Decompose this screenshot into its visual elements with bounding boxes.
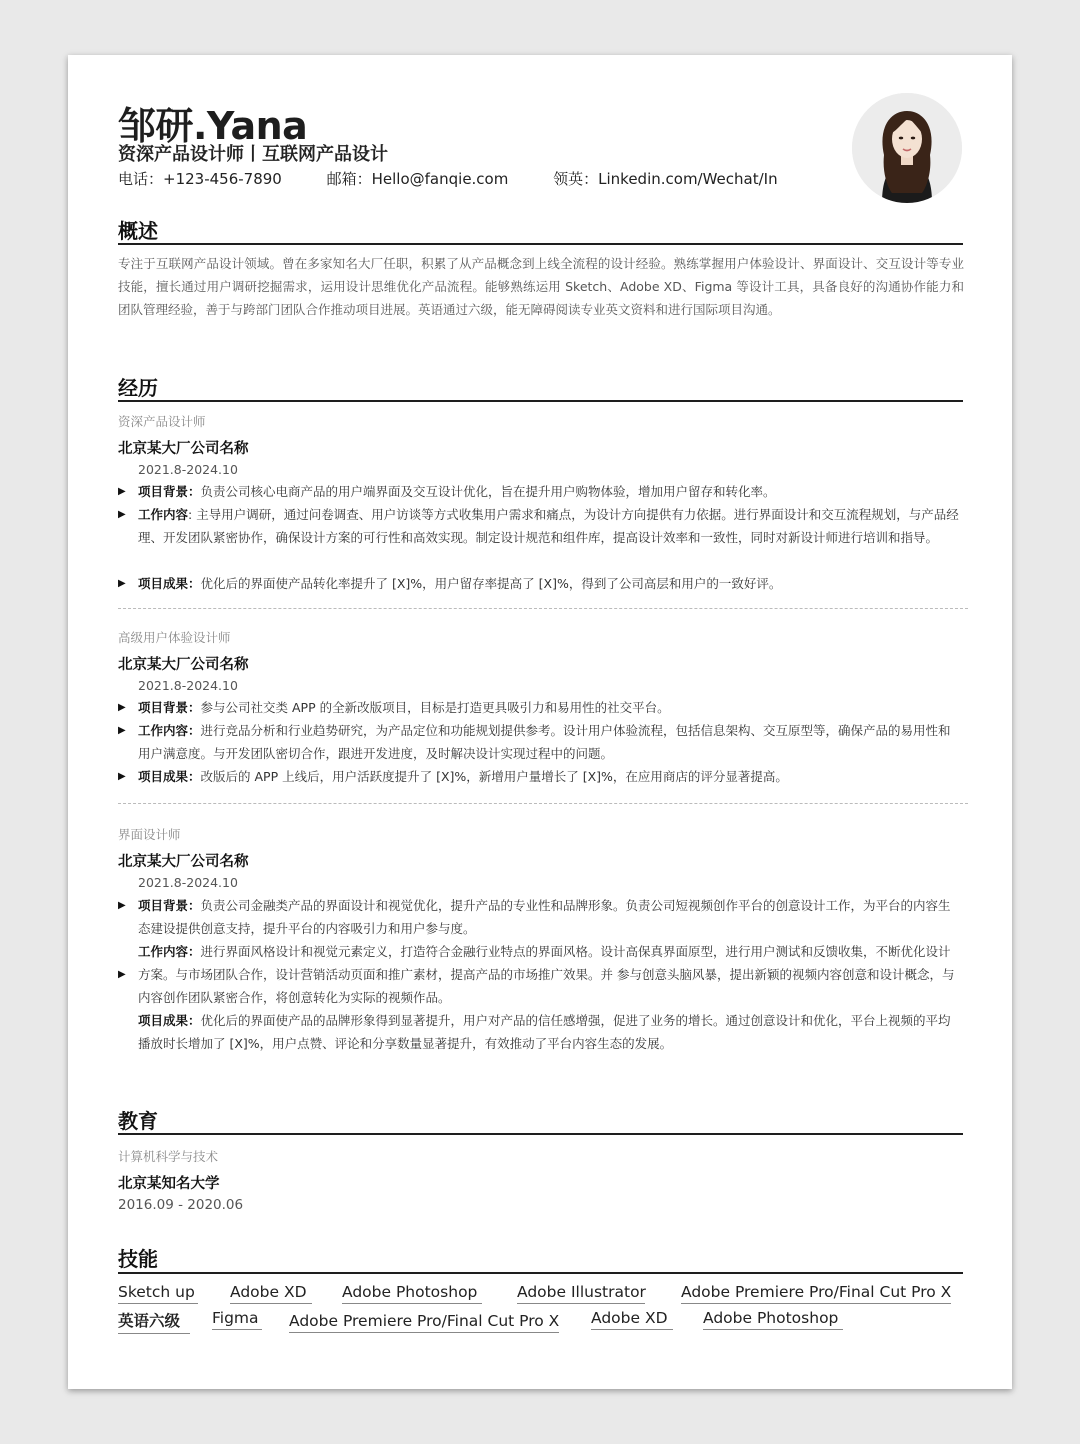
job-bullet — [118, 765, 963, 788]
skill-tag: Adobe Photoshop — [342, 1283, 482, 1304]
email-text: 邮箱：Hello@fanqie.com — [326, 170, 509, 188]
job-bullet — [118, 696, 963, 719]
skill-tag: Adobe Illustrator — [517, 1283, 645, 1304]
triangle-right-icon: ▶ — [118, 771, 126, 782]
education-school: 北京某知名大学 — [118, 1176, 220, 1192]
bullet-label: 项目背景： — [138, 484, 201, 499]
bullet-text: 负责公司金融类产品的界面设计和视觉优化，提升产品的专业性和品牌形象。负责公司短视频创作平台的创意设计工作，为平台的内容生态建设提供创意支持，提升平台的内容吸引力和用户参与度。 — [138, 898, 951, 936]
bullet-label: 项目成果： — [138, 1013, 201, 1028]
section-rule — [118, 1133, 963, 1135]
job-role: 高级用户体验设计师 — [118, 630, 231, 645]
skill-tag: Adobe Premiere Pro/Final Cut Pro X — [681, 1283, 951, 1304]
skill-tag: Adobe Photoshop — [703, 1309, 843, 1330]
bullet-text: 优化后的界面使产品转化率提升了 [X]%，用户留存率提高了 [X]%，得到了公司高层和用户的一致好评。 — [200, 576, 782, 591]
job-period: 2021.8-2024.10 — [138, 875, 238, 890]
skill-tag: Sketch up — [118, 1283, 198, 1304]
job-role: 资深产品设计师 — [118, 414, 206, 429]
bullet-text: 负责公司核心电商产品的用户端界面及交互设计优化，旨在提升用户购物体验，增加用户留存和转化率。 — [200, 484, 776, 499]
bullet-text: 优化后的界面使产品的品牌形象得到显著提升，用户对产品的信任感增强，促进了业务的增长。通过创意设计和优化，平台上视频的平均播放时长增加了 [X]%，用户点赞、评论和分享数量显著提升，有效推动了平台内容生态的发展。 — [138, 1013, 951, 1051]
skill-tag: Adobe Premiere Pro/Final Cut Pro X — [289, 1312, 559, 1333]
job-period: 2021.8-2024.10 — [138, 462, 238, 477]
avatar — [852, 93, 962, 203]
linkedin-text: 领英：Linkedin.com/Wechat/In — [553, 170, 778, 188]
bullet-label: 项目背景： — [138, 898, 201, 913]
job-bullet — [118, 894, 963, 940]
job-bullet — [118, 940, 963, 1009]
divider — [118, 803, 968, 804]
triangle-right-icon: ▶ — [118, 725, 126, 736]
portrait-icon — [852, 93, 962, 203]
section-rule — [118, 400, 963, 402]
section-rule — [118, 243, 963, 245]
summary-text: 专注于互联网产品设计领域。曾在多家知名大厂任职，积累了从产品概念到上线全流程的设计经验。熟练掌握用户体验设计、界面设计、交互设计等专业技能，擅长通过用户调研挖掘需求，运用设计思维优化产品流程。能够熟练运用 Sketch、Adobe XD、Figma 等设计工具，具备良好的沟通协作能力和团队管理经验，善于与跨部门团队合作推动项目进展。英语通过六级，能无障碍阅读专业英文资料和进行国际项目沟通。 — [118, 256, 964, 317]
job-bullet — [118, 503, 963, 549]
triangle-right-icon: ▶ — [118, 578, 126, 589]
job-bullet — [118, 480, 963, 503]
education-major: 计算机科学与技术 — [118, 1149, 219, 1164]
triangle-right-icon: ▶ — [118, 486, 126, 497]
skill-tag: 英语六级 — [118, 1309, 190, 1334]
contact-line — [118, 168, 818, 189]
bullet-label: 项目成果： — [138, 576, 201, 591]
triangle-right-icon: ▶ — [118, 509, 126, 520]
skill-tag: Adobe XD — [591, 1309, 673, 1330]
job-period: 2021.8-2024.10 — [138, 678, 238, 693]
bullet-label: 工作内容： — [138, 944, 201, 959]
bullet-label: 项目成果： — [138, 769, 201, 784]
bullet-text: 改版后的 APP 上线后，用户活跃度提升了 [X]%，新增用户量增长了 [X]%，在应用商店的评分显著提高。 — [200, 769, 788, 784]
triangle-right-icon: ▶ — [118, 702, 126, 713]
section-title-summary: 概述 — [118, 219, 158, 243]
candidate-title: 资深产品设计师丨互联网产品设计 — [118, 144, 388, 165]
job-company: 北京某大厂公司名称 — [118, 657, 249, 673]
education-period: 2016.09 - 2020.06 — [118, 1197, 244, 1213]
job-bullet — [118, 572, 963, 595]
triangle-right-icon: ▶ — [118, 900, 126, 911]
bullet-label: 工作内容： — [138, 723, 201, 738]
bullet-label: 项目背景： — [138, 700, 201, 715]
job-bullet — [118, 1009, 963, 1055]
resume-page — [68, 55, 1012, 1389]
skill-tag: Figma — [212, 1309, 262, 1330]
bullet-text: : 主导用户调研，通过问卷调查、用户访谈等方式收集用户需求和痛点，为设计方向提供有力依据。进行界面设计和交互流程规划，与产品经理、开发团队紧密协作，确保设计方案的可行性和高效实现。制定设计规范和组件库，提高设计效率和一致性，同时对新设计师进行培训和指导。 — [138, 507, 959, 545]
bullet-text: 参与公司社交类 APP 的全新改版项目，目标是打造更具吸引力和易用性的社交平台。 — [200, 700, 670, 715]
bullet-text: 进行界面风格设计和视觉元素定义，打造符合金融行业特点的界面风格。设计高保真界面原型，进行用户测试和反馈收集，不断优化设计方案。与市场团队合作，设计营销活动页面和推广素材，提高产品的市场推广效果。并 参与创意头脑风暴，提出新颖的视频内容创意和设计概念，与内容创作团队紧密合作，将创意转化为实际的视频作品。 — [138, 944, 955, 1005]
section-title-experience: 经历 — [118, 376, 158, 400]
job-company: 北京某大厂公司名称 — [118, 441, 249, 457]
divider — [118, 608, 968, 609]
job-role: 界面设计师 — [118, 827, 181, 842]
bullet-text: 进行竞品分析和行业趋势研究，为产品定位和功能规划提供参考。设计用户体验流程，包括信息架构、交互原型等，确保产品的易用性和用户满意度。与开发团队密切合作，跟进开发进度，及时解决设计实现过程中的问题。 — [138, 723, 951, 761]
job-bullet — [118, 719, 963, 765]
section-rule — [118, 1272, 963, 1274]
bullet-label: 工作内容 — [138, 507, 189, 522]
triangle-right-icon: ▶ — [118, 969, 126, 980]
phone-text: 电话：+123-456-7890 — [118, 170, 282, 188]
candidate-name: 邹研.Yana — [118, 104, 308, 148]
section-title-skills: 技能 — [118, 1247, 158, 1271]
section-title-education: 教育 — [118, 1109, 158, 1133]
job-company: 北京某大厂公司名称 — [118, 854, 249, 870]
skill-tag: Adobe XD — [230, 1283, 312, 1304]
